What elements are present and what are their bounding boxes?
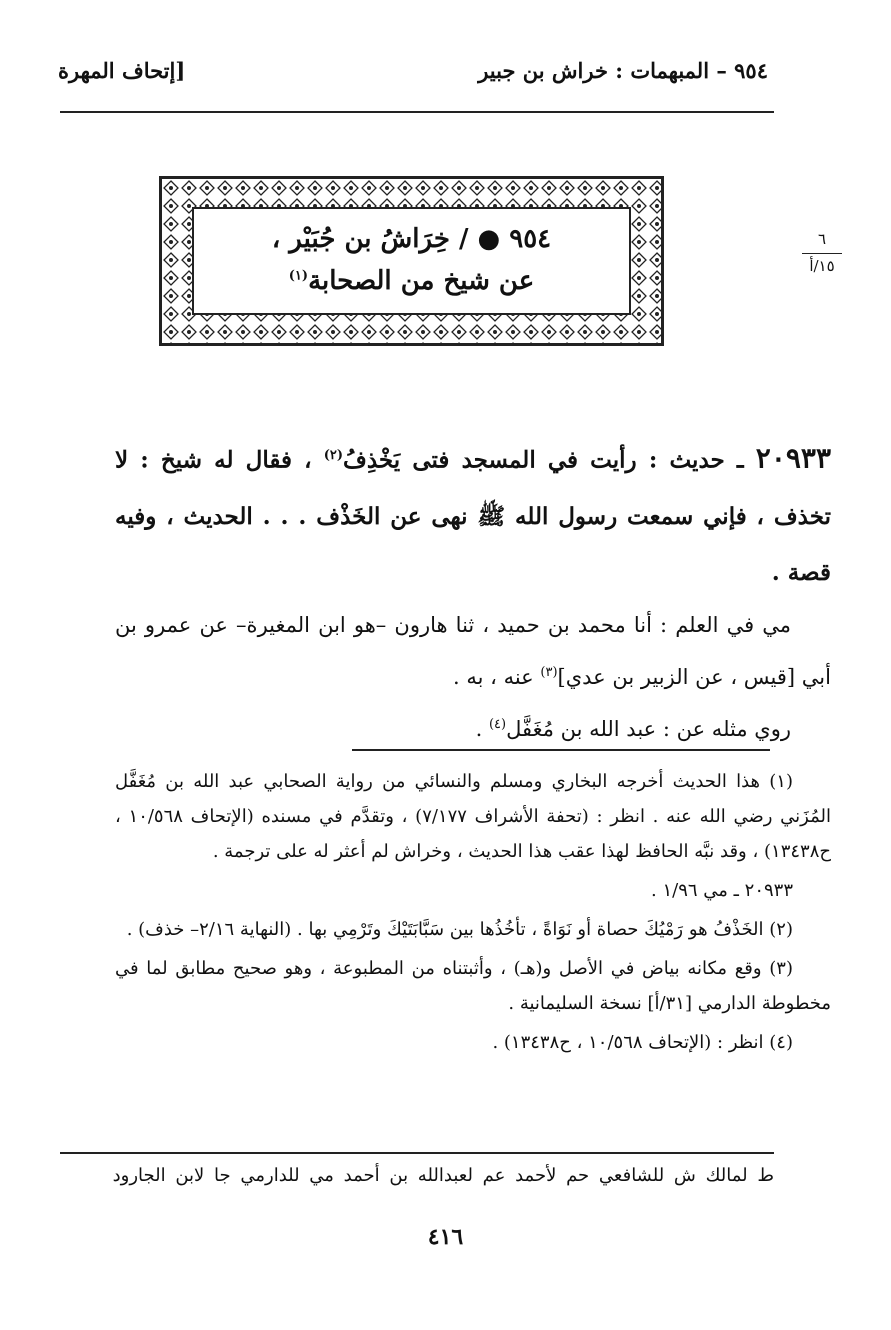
footnote-reference-line: ٢٠٩٣٣ ـ مي ١/٩٦ . — [651, 880, 793, 901]
title-panel — [192, 207, 631, 315]
folio-bottom: ١٥/أ — [809, 256, 835, 275]
footnote-ref: (٤) — [488, 716, 507, 732]
footnote-2: (٢) الخَذْفُ هو رَمْيُكَ حصاة أو نَوَاةً ، تأخُذُها بين سَبَّابَتَيْكَ وتَرْمِي بها . (النهاية ٢/١٦– خذف) . — [126, 919, 793, 940]
footnotes — [115, 764, 831, 1064]
folio-divider — [802, 253, 842, 254]
parallel-narration — [115, 701, 831, 753]
section-subtitle — [289, 261, 534, 303]
isnad-end: عنه ، به . — [452, 664, 541, 689]
folio-top: ٦ — [817, 230, 827, 248]
header-rule — [60, 111, 774, 113]
hadith-text: ـ حديث : رأيت في المسجد فتى يَخْذِفُ — [343, 446, 756, 474]
running-header-chapter: ٩٥٤ – المبهمات : خراش بن جبير — [478, 58, 768, 83]
parallel-end: . — [475, 716, 489, 741]
footnote-ref: (٣) — [540, 664, 558, 680]
footnote-ref: (٢) — [323, 448, 343, 463]
footnote-rule — [352, 749, 770, 751]
sigla-key: ط لمالك ش للشافعي حم لأحمد عم لعبدالله بن أحمد مي للدارمي جا لابن الجارود — [112, 1165, 774, 1186]
page-number: ٤١٦ — [427, 1224, 464, 1250]
sigla-rule — [60, 1152, 774, 1154]
parallel-text: روي مثله عن : عبد الله بن مُغَفَّل — [506, 716, 791, 741]
manuscript-folio-note — [800, 230, 844, 276]
footnote-3: (٣) وقع مكانه بياض في الأصل و(هـ) ، وأثبتناه من المطبوعة ، وهو صحيح مطابق لما في مخطوطة الدارمي [٣١/أ] نسخة السليمانية . — [115, 958, 831, 1014]
footnote-ref: (١) — [288, 268, 309, 284]
isnad-text: مي في العلم : أنا محمد بن حميد ، ثنا هارون –هو ابن المغيرة– عن عمرو بن أبي [قيس ، عن الزبير بن عدي] — [115, 612, 831, 689]
hadith-number: ٢٠٩٣٣ — [755, 441, 831, 475]
hadith-entry — [115, 428, 831, 601]
section-title: ٩٥٤ ● / خِرَاشُ بن جُبَيْر ، — [271, 224, 552, 255]
running-header-book: [إتحاف المهرة — [58, 58, 186, 83]
section-subtitle-text: عن شيخ من الصحابة — [308, 266, 535, 296]
main-text — [115, 428, 831, 753]
footnote-4: (٤) انظر : (الإتحاف ١٠/٥٦٨ ، ح١٣٤٣٨) . — [492, 1032, 793, 1053]
hadith-text-continued: ، فقال له شيخ : لا تخذف ، فإني سمعت رسول الله ﷺ نهى عن الخَذْف . . . الحديث ، وفيه قصة . — [115, 446, 831, 586]
ornamental-title-frame — [159, 176, 664, 346]
isnad-paragraph — [115, 601, 831, 701]
footnote-1: (١) هذا الحديث أخرجه البخاري ومسلم والنسائي من رواية الصحابي عبد الله بن مُغَفَّل المُزَني رضي الله عنه . انظر : (تحفة الأشراف ٧/١٧٧) ، وتقدَّم في مسنده (الإتحاف ١٠/٥٦٨ ، ح١٣٤٣٨) ، وقد نبَّه الحافظ لهذا عقب هذا الحديث ، وخراش لم أعثر له على ترجمة . — [115, 771, 831, 862]
